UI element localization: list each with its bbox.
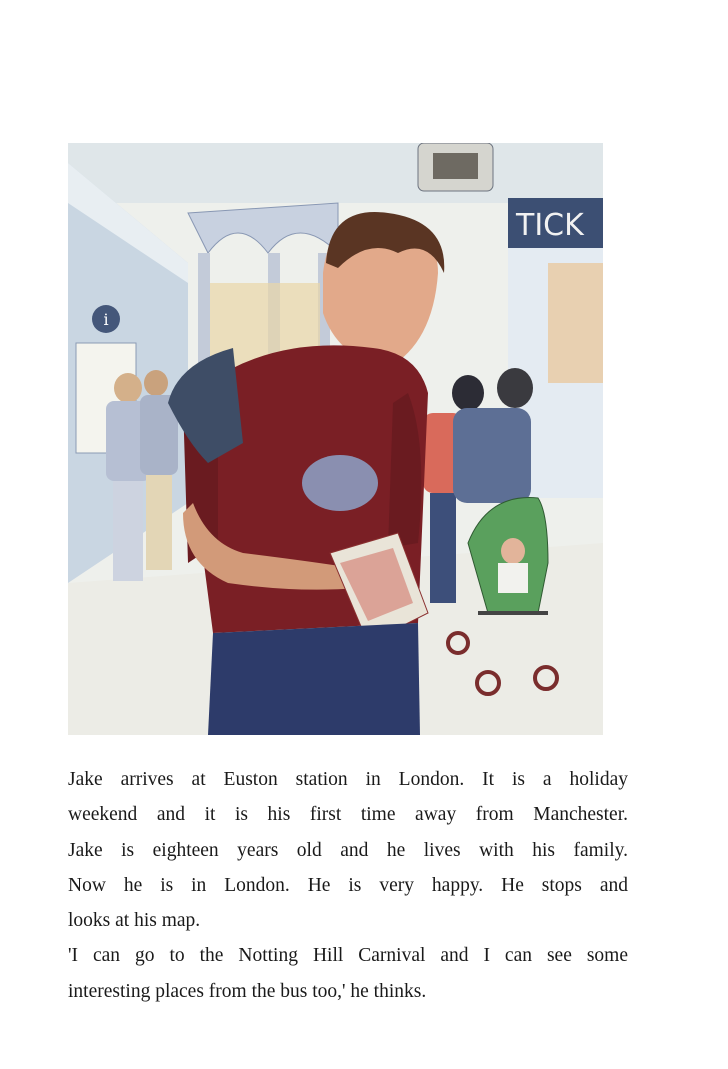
story-line-4: Now he is in London. He is very happy. He stops and (68, 874, 628, 896)
story-line-1: Jake arrives at Euston station in London. It is a holiday (68, 769, 628, 790)
story-text (68, 762, 628, 1009)
ticket-office-sign: TICK (516, 208, 584, 243)
story-line-7: interesting places from the bus too,' he thinks. (68, 980, 427, 1002)
story-line-5: looks at his map. (68, 910, 201, 932)
story-illustration (68, 143, 603, 735)
euston-station-drawing (68, 143, 603, 735)
story-line-6: 'I can go to the Notting Hill Carnival and I can see some (68, 945, 628, 967)
info-sign-letter: i (103, 310, 109, 329)
story-line-3: Jake is eighteen years old and he lives with his family. (68, 839, 628, 861)
story-line-2: weekend and it is his first time away from Manchester. (68, 804, 628, 826)
